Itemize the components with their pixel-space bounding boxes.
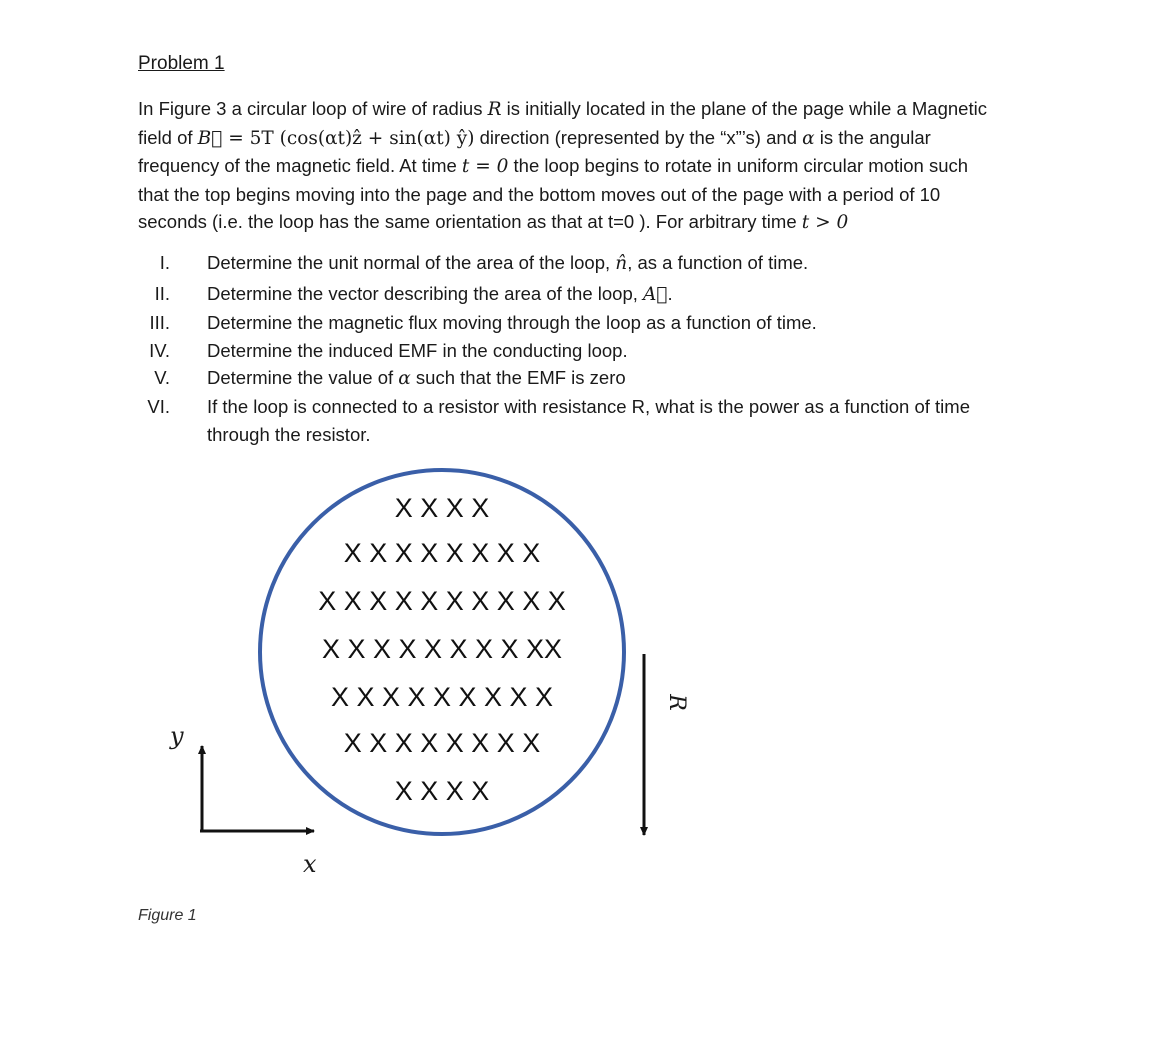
- text: frequency of the magnetic field. At time: [138, 155, 462, 176]
- question-text: through the resistor.: [207, 424, 371, 445]
- math-t-positive: t > 0: [801, 212, 849, 233]
- text: Determine the unit normal of the area of the loop,: [207, 252, 616, 273]
- math-field-expression: = 5T (cos(αt)ẑ + sin(αt) ŷ): [222, 127, 475, 149]
- text: Determine the vector describing the area of the loop,: [207, 283, 644, 304]
- text: In Figure 3 a circular loop of wire of radius: [138, 98, 488, 119]
- statement-line-4: that the top begins moving into the page and the bottom moves out of the page with a period of 10: [138, 183, 941, 205]
- x-axis-label: x: [303, 850, 317, 878]
- question-number: III.: [149, 312, 170, 333]
- math-alpha: α: [802, 127, 815, 149]
- math-alpha: α: [398, 368, 411, 389]
- field-x-row: X X X X X X X X X: [330, 682, 554, 712]
- math-A-vector: A⃗: [643, 284, 668, 305]
- figure-caption: Figure 1: [138, 907, 197, 924]
- text: direction (represented by the “x”’s) and: [474, 126, 803, 148]
- question-number: II.: [154, 283, 170, 304]
- radius-label: R: [663, 694, 689, 711]
- text: is the angular: [814, 126, 931, 148]
- text: seconds (i.e. the loop has the same orientation as that at t=0 ). For arbitrary time: [138, 211, 802, 232]
- text: field of: [138, 126, 198, 148]
- math-t-zero: t = 0: [461, 156, 509, 177]
- field-x-row: X X X X: [394, 776, 490, 806]
- field-x-row: X X X X X X X X XX: [321, 634, 563, 664]
- field-x-row: X X X X X X X X: [343, 538, 541, 568]
- text: Determine the value of: [207, 367, 399, 388]
- text: is initially located in the plane of the page while a Magnetic: [501, 98, 987, 119]
- question-number: IV.: [149, 340, 170, 361]
- math-n-hat: n̂: [615, 253, 628, 274]
- field-x-row: X X X X X X X X: [343, 728, 541, 758]
- text: such that the EMF is zero: [410, 367, 626, 388]
- text: .: [667, 283, 673, 304]
- problem-title: Problem 1: [138, 53, 225, 74]
- question-number: I.: [159, 252, 170, 273]
- math-R: R: [487, 99, 502, 120]
- field-x-row: X X X X X X X X X X: [318, 586, 566, 616]
- question-number: V.: [154, 367, 170, 388]
- question-text: If the loop is connected to a resistor with resistance R, what is the power as a function of time: [207, 396, 970, 417]
- question-text: Determine the induced EMF in the conducting loop.: [207, 340, 628, 361]
- question-text: Determine the magnetic flux moving through the loop as a function of time.: [207, 312, 817, 333]
- field-x-row: X X X X: [394, 493, 490, 523]
- text: , as a function of time.: [627, 252, 809, 273]
- text: the loop begins to rotate in uniform circular motion such: [508, 155, 969, 176]
- math-B-vector: B⃗: [197, 127, 223, 149]
- y-axis-label: y: [170, 722, 184, 750]
- question-number: VI.: [147, 396, 170, 417]
